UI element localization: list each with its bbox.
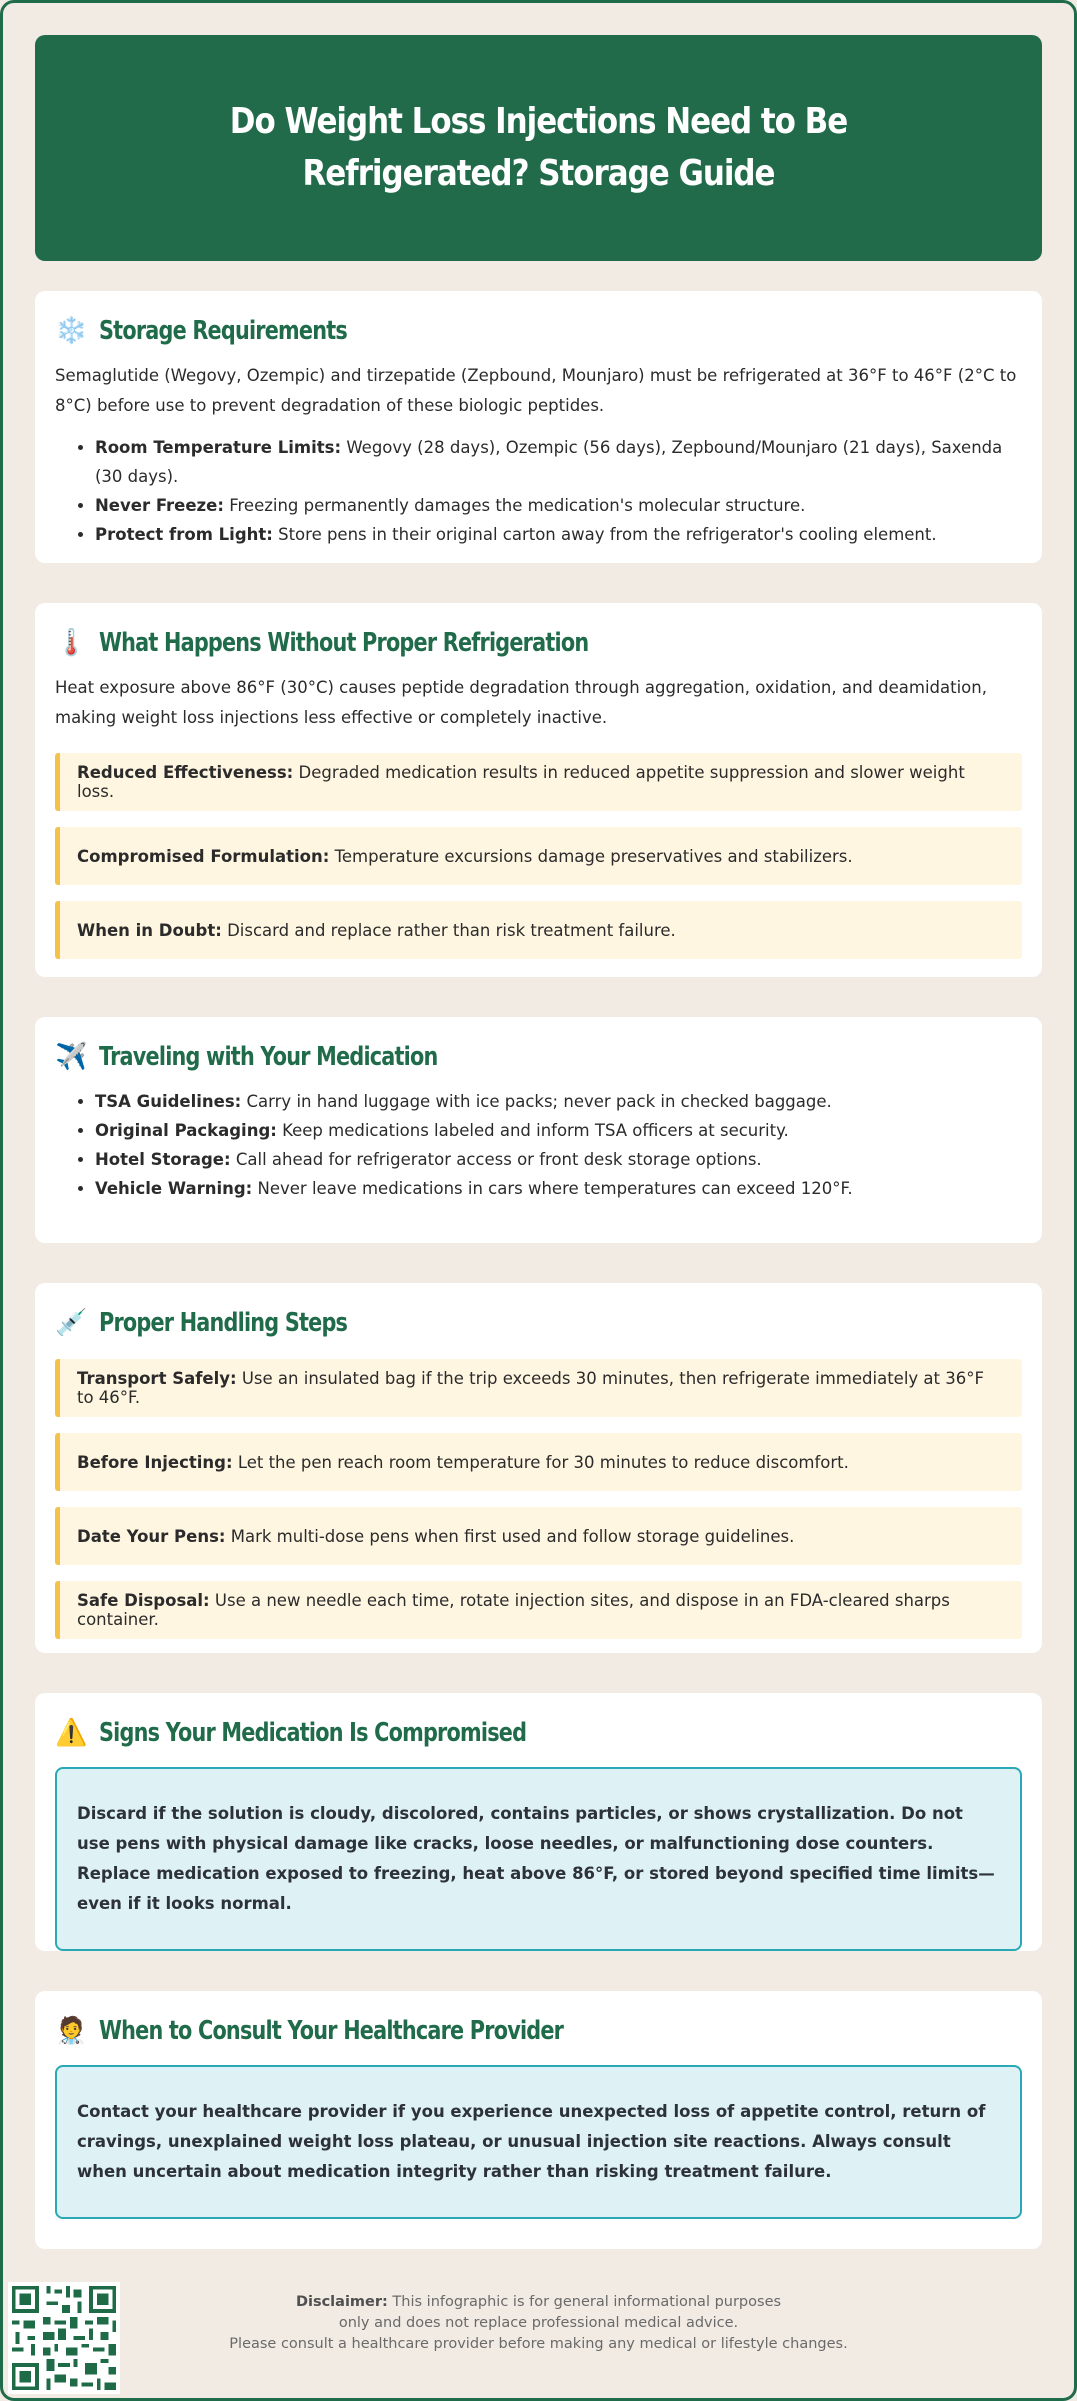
traveling-card <box>35 1017 1042 1243</box>
syringe-icon: 💉 <box>55 1308 88 1338</box>
list-item: • Never Freeze: Freezing permanently damages the medication's molecular structure. <box>95 491 1022 520</box>
footer <box>0 2280 1077 2390</box>
list-item: • Vehicle Warning: Never leave medications in cars where temperatures can exceed 120°F. <box>95 1174 1022 1203</box>
section-lead: Semaglutide (Wegovy, Ozempic) and tirzepatide (Zepbound, Mounjaro) must be refrigerated at 36°F to 46°F (2°C to 8°C) before use to prevent degradation of these biologic peptides. <box>55 366 1017 415</box>
section-heading: Storage Requirements <box>99 316 347 346</box>
storage-requirements-card <box>35 291 1042 563</box>
disclaimer: Disclaimer: This infographic is for general informational purposes only and does not replace professional medical advice. Please consult a healthcare provider before making any medical or lifestyle changes. <box>229 2294 848 2352</box>
section-lead: Heat exposure above 86°F (30°C) causes peptide degradation through aggregation, oxidation, and deamidation, making weight loss injections less effective or completely inactive. <box>55 678 987 727</box>
handling-steps-card <box>35 1283 1042 1653</box>
list-item: • Protect from Light: Store pens in their original carton away from the refrigerator's cooling element. <box>95 520 1022 549</box>
without-refrigeration-card <box>35 603 1042 977</box>
signs-infobox: Discard if the solution is cloudy, discolored, contains particles, or shows crystallization. Do not use pens with physical damage like cracks, loose needles, or malfunctioning dose counters. Replace medication exposed to freezing, heat above 86°F, or stored beyond specified time limits—even if it looks normal. <box>55 1767 1022 1951</box>
content-container <box>35 35 1042 2249</box>
list-item: • Hotel Storage: Call ahead for refrigerator access or front desk storage options. <box>95 1145 1022 1174</box>
section-heading: What Happens Without Proper Refrigeration <box>99 628 589 658</box>
callout: When in Doubt: Discard and replace rather than risk treatment failure. <box>55 901 1022 959</box>
callout: Reduced Effectiveness: Degraded medication results in reduced appetite suppression and slower weight loss. <box>55 753 1022 811</box>
warning-icon: ⚠️ <box>55 1718 88 1748</box>
consult-infobox: Contact your healthcare provider if you experience unexpected loss of appetite control, return of cravings, unexplained weight loss plateau, or unusual injection site reactions. Always consult when uncertain about medication integrity rather than risking treatment failure. <box>55 2065 1022 2219</box>
storage-list <box>55 433 1022 549</box>
page-title: Do Weight Loss Injections Need to Be Refrigerated? Storage Guide <box>229 101 848 194</box>
callout: Before Injecting: Let the pen reach room temperature for 30 minutes to reduce discomfort. <box>55 1433 1022 1491</box>
thermometer-icon: 🌡️ <box>55 628 88 658</box>
snowflake-icon: ❄️ <box>55 316 88 346</box>
section-heading: Proper Handling Steps <box>99 1308 348 1338</box>
list-item: • TSA Guidelines: Carry in hand luggage with ice packs; never pack in checked baggage. <box>95 1087 1022 1116</box>
consult-provider-card <box>35 1991 1042 2249</box>
title-banner <box>35 35 1042 261</box>
list-item: • Room Temperature Limits: Wegovy (28 days), Ozempic (56 days), Zepbound/Mounjaro (21 days), Saxenda (30 days). <box>95 433 1022 491</box>
section-heading: Traveling with Your Medication <box>99 1042 438 1072</box>
travel-list <box>55 1087 1022 1203</box>
callout: Safe Disposal: Use a new needle each time, rotate injection sites, and dispose in an FDA-cleared sharps container. <box>55 1581 1022 1639</box>
callout: Compromised Formulation: Temperature excursions damage preservatives and stabilizers. <box>55 827 1022 885</box>
health-worker-icon: 🧑‍⚕️ <box>55 2016 88 2046</box>
list-item: • Original Packaging: Keep medications labeled and inform TSA officers at security. <box>95 1116 1022 1145</box>
section-heading: When to Consult Your Healthcare Provider <box>99 2016 564 2046</box>
airplane-icon: ✈️ <box>55 1042 88 1072</box>
signs-compromised-card <box>35 1693 1042 1951</box>
section-heading: Signs Your Medication Is Compromised <box>99 1718 527 1748</box>
callout: Date Your Pens: Mark multi-dose pens when first used and follow storage guidelines. <box>55 1507 1022 1565</box>
callout: Transport Safely: Use an insulated bag if the trip exceeds 30 minutes, then refrigerate immediately at 36°F to 46°F. <box>55 1359 1022 1417</box>
